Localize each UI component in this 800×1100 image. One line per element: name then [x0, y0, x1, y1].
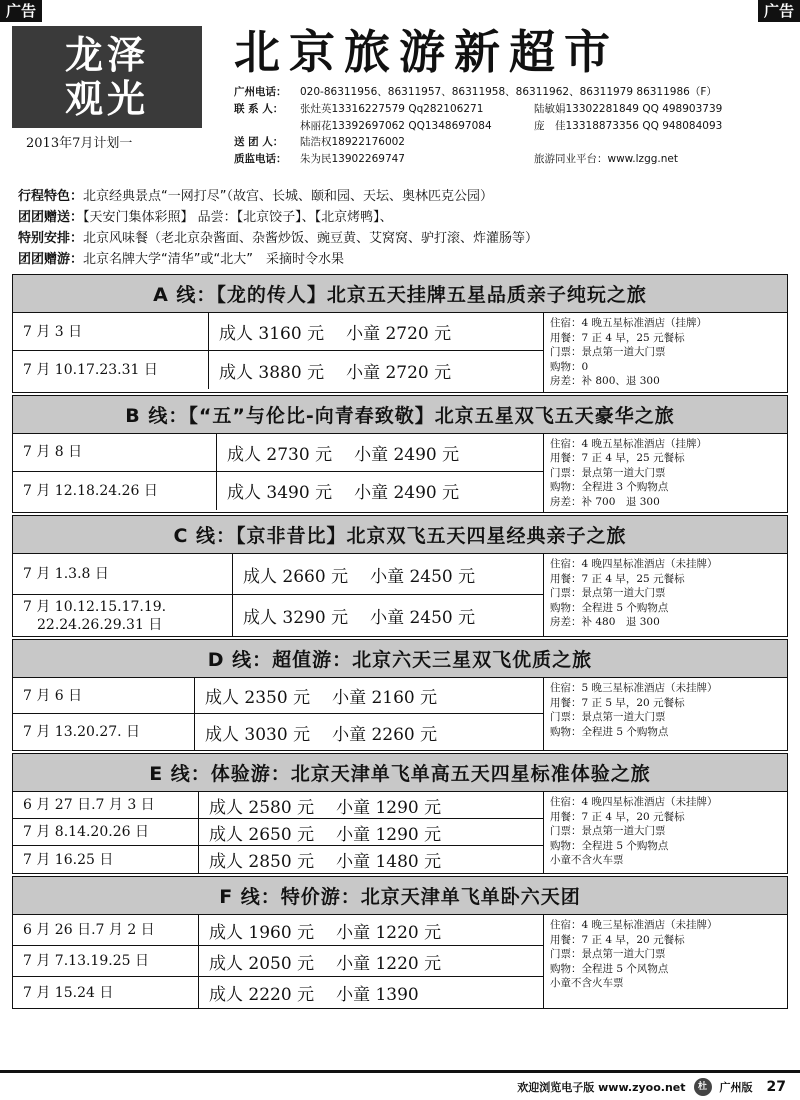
detail-line: 门票：景点第一道大门票: [550, 948, 666, 960]
adult-price: 成人 1960 元: [209, 922, 315, 943]
price-cell: [195, 714, 543, 750]
section-body: [13, 915, 787, 1008]
contact-row: [234, 84, 794, 101]
feature-text: 【天安门集体彩照】 品尝：【北京饺子】、【北京烤鸭】、: [83, 210, 393, 225]
adult-price: 成人 2730 元: [227, 444, 333, 465]
adult-price: 成人 2580 元: [209, 797, 315, 818]
child-price: 小童 1220 元: [336, 953, 442, 974]
logo: [12, 26, 202, 128]
detail-line: 用餐：7 正 4 早，25 元餐标: [550, 452, 685, 464]
section-body: [13, 554, 787, 636]
detail-line: 用餐：7 正 4 早，25 元餐标: [550, 331, 685, 344]
price-rows: [13, 915, 543, 1008]
detail-line: 购物：全程进 5 个购物点: [550, 725, 669, 738]
ad-label-right: 广告: [758, 0, 800, 22]
price-cell: [199, 846, 543, 873]
feature-text: 北京经典景点“一网打尽”（故宫、长城、颐和园、天坛、奥林匹克公园）: [83, 189, 493, 204]
adult-price: 成人 2220 元: [209, 985, 315, 1005]
departure-date: 7 月 15.24 日: [13, 977, 199, 1008]
table-row: [13, 434, 543, 472]
detail-line: 小童不含火车票: [550, 854, 624, 866]
detail-line: 用餐：7 正 4 早，20 元餐标: [550, 933, 685, 946]
section-body: [13, 678, 787, 750]
adult-price: 成人 2650 元: [209, 824, 315, 845]
adult-price: 成人 2050 元: [209, 953, 315, 974]
adult-price: 成人 2850 元: [209, 852, 315, 872]
tour-section: [12, 274, 788, 393]
header: [12, 25, 788, 166]
detail-line: 用餐：7 正 5 早，20 元餐标: [550, 696, 685, 709]
plan-label: 2013年7月计划一: [26, 136, 133, 151]
detail-line: 住宿：4 晚三星标准酒店（未挂牌）: [550, 919, 718, 931]
table-row: [13, 472, 543, 510]
tour-details: [543, 678, 787, 750]
price-rows: [13, 313, 543, 392]
feature-label: 团团赠游：: [18, 252, 84, 267]
features: [18, 186, 788, 270]
price-cell: [195, 678, 543, 713]
price-rows: [13, 678, 543, 750]
child-price: 小童 2260 元: [332, 724, 438, 745]
departure-date: 7 月 16.25 日: [13, 846, 199, 873]
child-price: 小童 2450 元: [370, 566, 476, 587]
table-row: [13, 554, 543, 595]
detail-line: 门票：景点第一道大门票: [550, 825, 666, 837]
child-price: 小童 2160 元: [332, 688, 438, 708]
child-price: 小童 2490 元: [354, 444, 460, 465]
table-row: [13, 819, 543, 846]
departure-date: 7 月 13.20.27. 日: [13, 714, 195, 750]
departure-date: 6 月 26 日.7 月 2 日: [13, 915, 199, 945]
adult-price: 成人 3030 元: [205, 724, 311, 745]
section-title: A 线：【龙的传人】北京五天挂牌五星品质亲子纯玩之旅: [13, 275, 787, 313]
footer: [0, 1070, 800, 1100]
adult-price: 成人 2350 元: [205, 688, 311, 708]
tour-details: [543, 915, 787, 1008]
tour-section: [12, 876, 788, 1009]
table-row: [13, 946, 543, 977]
section-body: [13, 792, 787, 873]
section-body: [13, 313, 787, 392]
logo-line1: 龙泽: [64, 32, 149, 77]
tour-details: [543, 554, 787, 636]
child-price: 小童 1390: [336, 985, 419, 1005]
child-price: 小童 1290 元: [336, 824, 442, 845]
table-row: [13, 678, 543, 714]
detail-line: 门票：景点第一道大门票: [550, 346, 666, 358]
contact-label: [234, 118, 300, 135]
detail-line: 住宿：4 晚五星标准酒店（挂牌）: [550, 437, 708, 450]
section-body: [13, 434, 787, 513]
feature-text: 北京名牌大学“清华”或“北大” 采摘时令水果: [83, 252, 344, 267]
departure-date: 7 月 1.3.8 日: [13, 554, 233, 594]
feature-label: 行程特色：: [18, 189, 84, 204]
price-rows: [13, 792, 543, 873]
feature-row: [18, 186, 788, 207]
detail-line: 用餐：7 正 4 早，20 元餐标: [550, 810, 685, 823]
tour-section: [12, 395, 788, 514]
contact-value: 020-86311956、86311957、86311958、86311962、86311979 86311986（F）: [300, 86, 717, 98]
table-row: [13, 792, 543, 819]
price-cell: [217, 472, 543, 510]
detail-line: 住宿：5 晚三星标准酒店（未挂牌）: [550, 682, 718, 694]
footer-content: [517, 1078, 786, 1096]
tour-sections: [12, 274, 788, 1011]
section-title: E 线：体验游：北京天津单飞单高五天四星标准体验之旅: [13, 754, 787, 792]
contact-row: [234, 151, 794, 168]
detail-line: 小童不含火车票: [550, 977, 624, 989]
tour-details: [543, 792, 787, 873]
tour-details: [543, 313, 787, 392]
departure-date: 7 月 3 日: [13, 313, 209, 350]
table-row: [13, 977, 543, 1008]
price-cell: [233, 595, 543, 636]
child-price: 小童 2720 元: [346, 324, 452, 344]
detail-line: 房差：补 700 退 300: [550, 495, 660, 508]
section-title: F 线：特价游：北京天津单飞单卧六天团: [13, 877, 787, 915]
feature-row: [18, 228, 788, 249]
price-cell: [199, 977, 543, 1008]
detail-line: 门票：景点第一道大门票: [550, 587, 666, 599]
departure-date: 7 月 6 日: [13, 678, 195, 713]
adult-price: 成人 3160 元: [219, 324, 325, 344]
price-rows: [13, 434, 543, 513]
detail-line: 房差：补 800、退 300: [550, 375, 660, 387]
price-cell: [209, 313, 543, 350]
section-title: D 线：超值游：北京六天三星双飞优质之旅: [13, 640, 787, 678]
detail-line: 门票：景点第一道大门票: [550, 711, 666, 723]
contact-label: 质监电话：: [234, 153, 287, 166]
section-title: B 线：【“五”与伦比-向青春致敬】北京五星双飞五天豪华之旅: [13, 396, 787, 434]
child-price: 小童 2490 元: [354, 483, 460, 503]
detail-line: 购物：0: [550, 360, 589, 373]
table-row: [13, 846, 543, 873]
departure-date: 7 月 10.17.23.31 日: [13, 351, 209, 389]
feature-row: [18, 207, 788, 228]
contact-row: [234, 101, 794, 118]
detail-line: 购物：全程进 5 个购物点: [550, 839, 669, 852]
logo-line2: 观光: [64, 76, 149, 121]
price-cell: [199, 792, 543, 818]
contacts: [234, 84, 794, 168]
child-price: 小童 1480 元: [336, 852, 442, 872]
adult-price: 成人 2660 元: [243, 566, 349, 587]
price-cell: [199, 915, 543, 945]
child-price: 小童 2450 元: [370, 608, 476, 628]
detail-line: 住宿：4 晚四星标准酒店（未挂牌）: [550, 796, 718, 808]
contact-value: 林丽花13392697062 QQ1348697084: [300, 119, 492, 132]
contact-value: 朱为民13902269747: [300, 153, 405, 166]
contact-label: 广州电话：: [234, 86, 287, 98]
price-cell: [209, 351, 543, 389]
contact-value: 庞 佳13318873356 QQ 948084093: [534, 119, 723, 132]
feature-row: [18, 249, 788, 270]
detail-line: 住宿：4 晚四星标准酒店（未挂牌）: [550, 558, 718, 570]
child-price: 小童 1220 元: [336, 922, 442, 943]
price-cell: [233, 554, 543, 594]
price-cell: [217, 434, 543, 471]
table-row: [13, 714, 543, 750]
departure-date: 7 月 8.14.20.26 日: [13, 819, 199, 845]
adult-price: 成人 3290 元: [243, 608, 349, 628]
contact-row: [234, 134, 794, 151]
contact-value: 张灶英13316227579 Qq282106271: [300, 102, 484, 115]
adult-price: 成人 3490 元: [227, 483, 333, 503]
contact-label: 送 团 人：: [234, 136, 284, 149]
page-title: 北京旅游新超市: [234, 25, 619, 79]
feature-label: 团团赠送：: [18, 210, 84, 225]
tour-section: [12, 515, 788, 637]
child-price: 小童 1290 元: [336, 797, 442, 818]
ad-label-left: 广告: [0, 0, 42, 22]
table-row: [13, 313, 543, 351]
contact-value: 陆浩权18922176002: [300, 136, 405, 149]
section-title: C 线：【京非昔比】北京双飞五天四星经典亲子之旅: [13, 516, 787, 554]
table-row: [13, 595, 543, 636]
detail-line: 住宿：4 晚五星标准酒店（挂牌）: [550, 317, 708, 329]
price-cell: [199, 946, 543, 976]
table-row: [13, 351, 543, 389]
detail-line: 购物：全程进 5 个风物点: [550, 962, 669, 975]
departure-date: 6 月 27 日.7 月 3 日: [13, 792, 199, 818]
feature-text: 北京风味餐（老北京杂酱面、杂酱炒饭、豌豆黄、艾窝窝、驴打滚、炸灌肠等）: [83, 231, 539, 246]
contact-value: 陆敏娟13302281849 QQ 498903739: [534, 102, 723, 115]
footer-logo-icon: 杜: [694, 1078, 712, 1096]
detail-line: 购物：全程进 5 个购物点: [550, 601, 669, 614]
detail-line: 房差：补 480 退 300: [550, 616, 660, 628]
table-row: [13, 915, 543, 946]
child-price: 小童 2720 元: [346, 362, 452, 383]
tour-section: [12, 639, 788, 751]
price-cell: [199, 819, 543, 845]
departure-date: 7 月 8 日: [13, 434, 217, 471]
detail-line: 购物：全程进 3 个购物点: [550, 481, 669, 493]
contact-row: [234, 118, 794, 135]
contact-label: 联 系 人：: [234, 102, 284, 115]
adult-price: 成人 3880 元: [219, 362, 325, 383]
feature-label: 特别安排：: [18, 231, 84, 246]
tour-section: [12, 753, 788, 874]
page-number: 27: [766, 1079, 786, 1095]
departure-date: 7 月 7.13.19.25 日: [13, 946, 199, 976]
price-rows: [13, 554, 543, 636]
tour-details: [543, 434, 787, 513]
departure-date: 7 月 10.12.15.17.19. 22.24.26.29.31 日: [13, 595, 233, 636]
website-link[interactable]: 旅游同业平台：www.lzgg.net: [534, 153, 678, 166]
detail-line: 门票：景点第一道大门票: [550, 466, 666, 479]
footer-text[interactable]: 欢迎浏览电子版 www.zyoo.net: [517, 1081, 686, 1094]
footer-edition: 广州版: [719, 1081, 753, 1094]
detail-line: 用餐：7 正 4 早，25 元餐标: [550, 572, 685, 585]
departure-date: 7 月 12.18.24.26 日: [13, 472, 217, 510]
